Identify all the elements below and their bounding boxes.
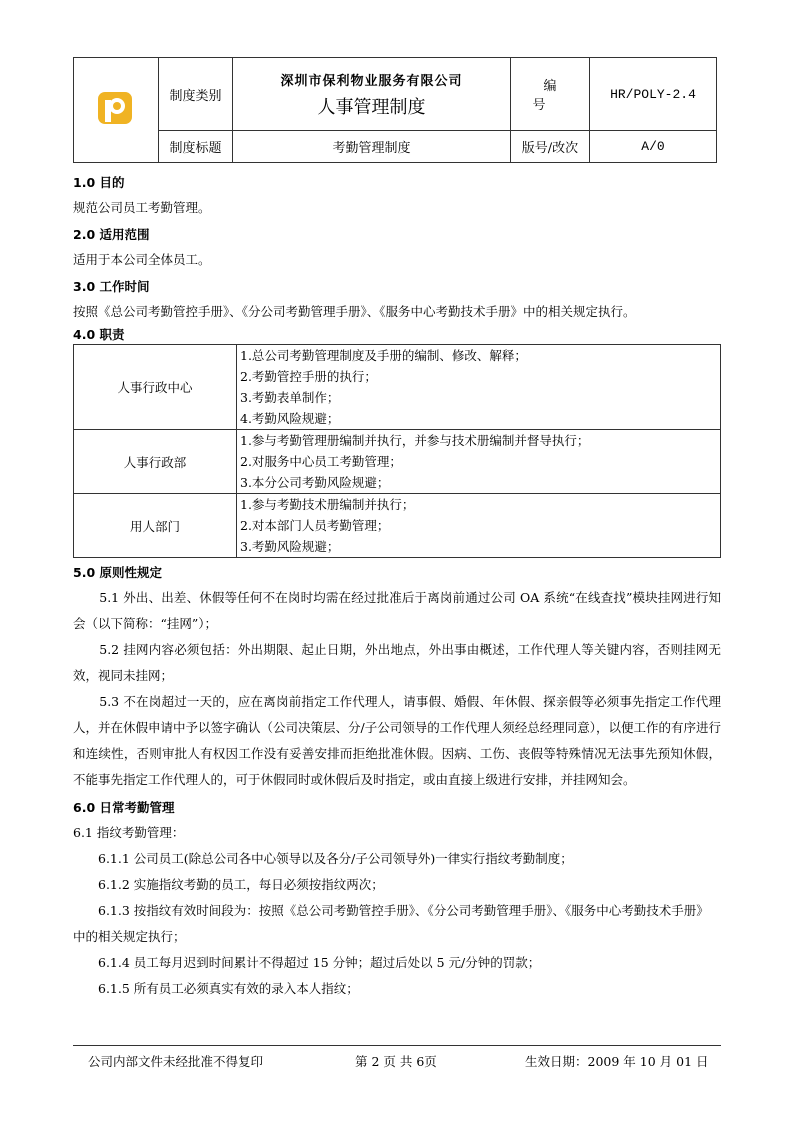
- table-row: [74, 430, 721, 494]
- section-6-item: 6.1.1 公司员工(除总公司各中心领导以及各分/子公司领导外)一律实行指纹考勤制度；: [98, 851, 573, 866]
- duty-line: 3.考勤表单制作；: [240, 390, 340, 405]
- section-3-text: 按照《总公司考勤管控手册》、《分公司考勤管理手册》、《服务中心考勤技术手册》中的相关规定执行。: [73, 304, 636, 319]
- title-label: 制度标题: [159, 131, 233, 163]
- section-5-heading: 5.0 原则性规定: [73, 565, 162, 580]
- duties-cell: [237, 430, 721, 494]
- footer-divider: [73, 1045, 721, 1046]
- document-body: [73, 170, 721, 1002]
- logo-cell: [74, 58, 159, 163]
- category-label: 制度类别: [159, 58, 233, 131]
- duty-line: 1.参与考勤技术册编制并执行；: [240, 497, 415, 512]
- doc-type: 人事管理制度: [317, 96, 426, 118]
- document-header-table: [73, 57, 717, 163]
- section-4-heading: 4.0 职责: [73, 327, 125, 342]
- duty-line: 1.参与考勤管理册编制并执行，并参与技术册编制并督导执行；: [240, 433, 590, 448]
- role-cell: 人事行政中心: [74, 345, 237, 430]
- version-label: 版号/改次: [511, 131, 590, 163]
- section-6-item: 6.1.3 按指纹有效时间段为：按照《总公司考勤管控手册》、《分公司考勤管理手册》、《服务中心考勤技术手册》中的相关规定执行；: [73, 903, 709, 944]
- section-6-1-intro: 6.1 指纹考勤管理：: [73, 825, 185, 840]
- version-value: A/0: [590, 131, 717, 163]
- duties-cell: [237, 345, 721, 430]
- duty-line: 3.本分公司考勤风险规避；: [240, 475, 390, 490]
- code-value: HR/POLY-2.4: [590, 58, 717, 131]
- section-6-heading: 6.0 日常考勤管理: [73, 800, 175, 815]
- section-3-heading: 3.0 工作时间: [73, 279, 150, 294]
- section-2-text: 适用于本公司全体员工。: [73, 252, 211, 267]
- company-name: 深圳市保利物业服务有限公司: [280, 73, 463, 89]
- page-number: 第 2 页 共 6页: [355, 1054, 437, 1069]
- duty-line: 2.对服务中心员工考勤管理；: [240, 454, 402, 469]
- duty-line: 2.对本部门人员考勤管理；: [240, 518, 390, 533]
- section-2-heading: 2.0 适用范围: [73, 227, 150, 242]
- footer-notice: 公司内部文件未经批准不得复印: [88, 1054, 264, 1069]
- doc-title: 考勤管理制度: [233, 131, 511, 163]
- section-6-item: 6.1.4 员工每月迟到时间累计不得超过 15 分钟；超过后处以 5 元/分钟的罚款；: [98, 955, 541, 970]
- section-5-1-text: 5.1 外出、出差、休假等任何不在岗时均需在经过批准后于离岗前通过公司 OA 系统“在线查找”模块挂网进行知会（以下简称：“挂网”）；: [73, 590, 721, 631]
- duty-line: 1.总公司考勤管理制度及手册的编制、修改、解释；: [240, 348, 527, 363]
- effective-date: 生效日期：2009 年 10 月 01 日: [525, 1054, 709, 1069]
- table-row: [74, 345, 721, 430]
- responsibility-table: [73, 344, 721, 558]
- duty-line: 2.考勤管控手册的执行；: [240, 369, 377, 384]
- duty-line: 3.考勤风险规避；: [240, 539, 340, 554]
- section-6-item: 6.1.5 所有员工必须真实有效的录入本人指纹；: [98, 981, 359, 996]
- company-logo-icon: [96, 88, 136, 128]
- section-5-3-text: 5.3 不在岗超过一天的，应在离岗前指定工作代理人，请事假、婚假、年休假、探亲假等必须事先指定工作代理人，并在休假申请中予以签字确认（公司决策层、分/子公司领导的工作代理人须经总经理同意），以便工作的有序进行和连续性，否则审批人有权因工作没有妥善安排而拒绝批准休假。因病、工伤、丧假等特殊情况无法事先预知休假，不能事先指定工作代理人的，可于休假同时或休假后及时指定，或由直接上级进行安排，并挂网知会。: [73, 694, 721, 787]
- role-cell: 人事行政部: [74, 430, 237, 494]
- duty-line: 4.考勤风险规避；: [240, 411, 340, 426]
- section-6-item: 6.1.2 实施指纹考勤的员工，每日必须按指纹两次；: [98, 877, 384, 892]
- duties-cell: [237, 494, 721, 558]
- table-row: [74, 494, 721, 558]
- section-1-text: 规范公司员工考勤管理。: [73, 200, 211, 215]
- company-cell: [233, 58, 511, 131]
- section-1-heading: 1.0 目的: [73, 175, 125, 190]
- section-5-2-text: 5.2 挂网内容必须包括：外出期限、起止日期，外出地点，外出事由概述，工作代理人等关键内容，否则挂网无效，视同未挂网；: [73, 642, 721, 683]
- code-label: 编号: [511, 58, 590, 131]
- role-cell: 用人部门: [74, 494, 237, 558]
